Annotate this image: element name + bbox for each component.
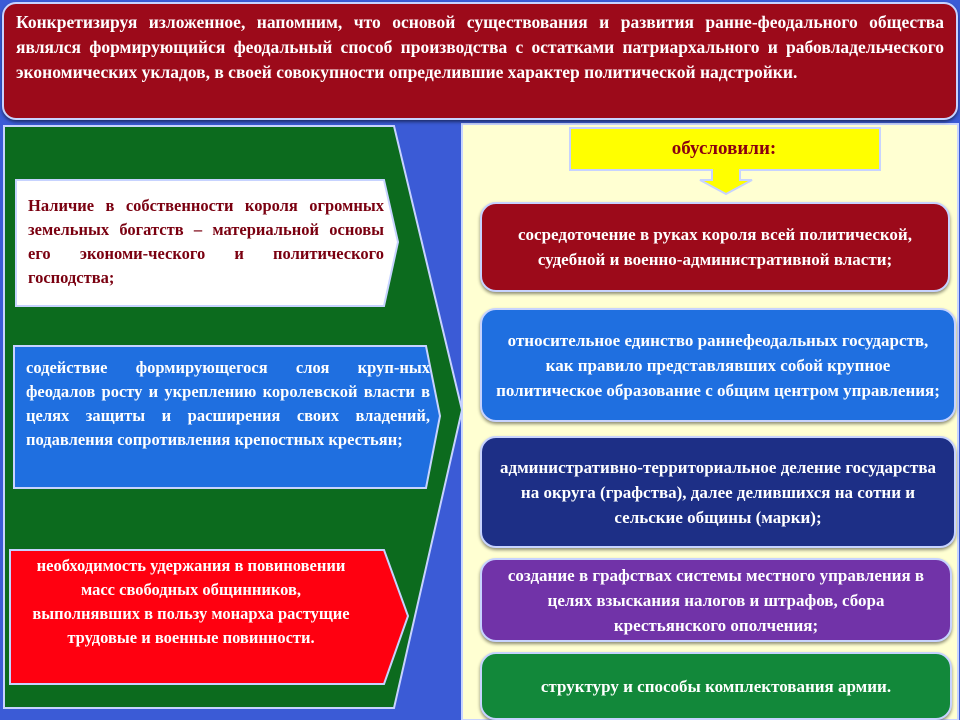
center-label: обусловили: <box>671 138 777 159</box>
right-item-1 <box>480 202 950 292</box>
right-item-5-text: структуру и способы комплектования армии. <box>540 676 892 696</box>
right-item-4 <box>480 558 952 642</box>
left-item-3: необходимость удержания в повиновении масс свободных общинников, выполнявших в пользу монарха растущие трудовые и военные повинности. <box>32 556 350 647</box>
right-item-2-text: относительное единство раннефеодальных государств, как правило представлявших собой крупное политическое образование с общим центром управления; <box>496 330 940 400</box>
header-text: Конкретизируя изложенное, напомним, что основой существования и развития ранне-феодального общества являлся формирующийся феодальный способ производства с остатками патриархального и рабовладельческого экономических укладов, в своей совокупности определившие характер политической надстройки. <box>2 2 958 120</box>
right-item-3-text: административно-территориальное деление государства на округа (графства), далее делившихся на сотни и сельские общины (марки); <box>500 457 936 527</box>
right-item-2 <box>480 308 956 422</box>
right-item-3 <box>480 436 956 548</box>
right-item-1-text: сосредоточение в руках короля всей политической, судебной и военно-административной власти; <box>518 225 912 269</box>
right-item-5 <box>480 652 952 720</box>
left-item-1: Наличие в собственности короля огромных земельных богатств – материальной основы его экономи-ческого и политического господства; <box>28 196 384 287</box>
right-item-4-text: создание в графствах системы местного управления в целях взыскания налогов и штрафов, сбора крестьянского ополчения; <box>507 565 925 635</box>
left-item-2: содействие формирующегося слоя круп-ных феодалов росту и укреплению королевской власти в целях защиты и расширения своих владений, подавления сопротивления крепостных крестьян; <box>26 358 430 449</box>
